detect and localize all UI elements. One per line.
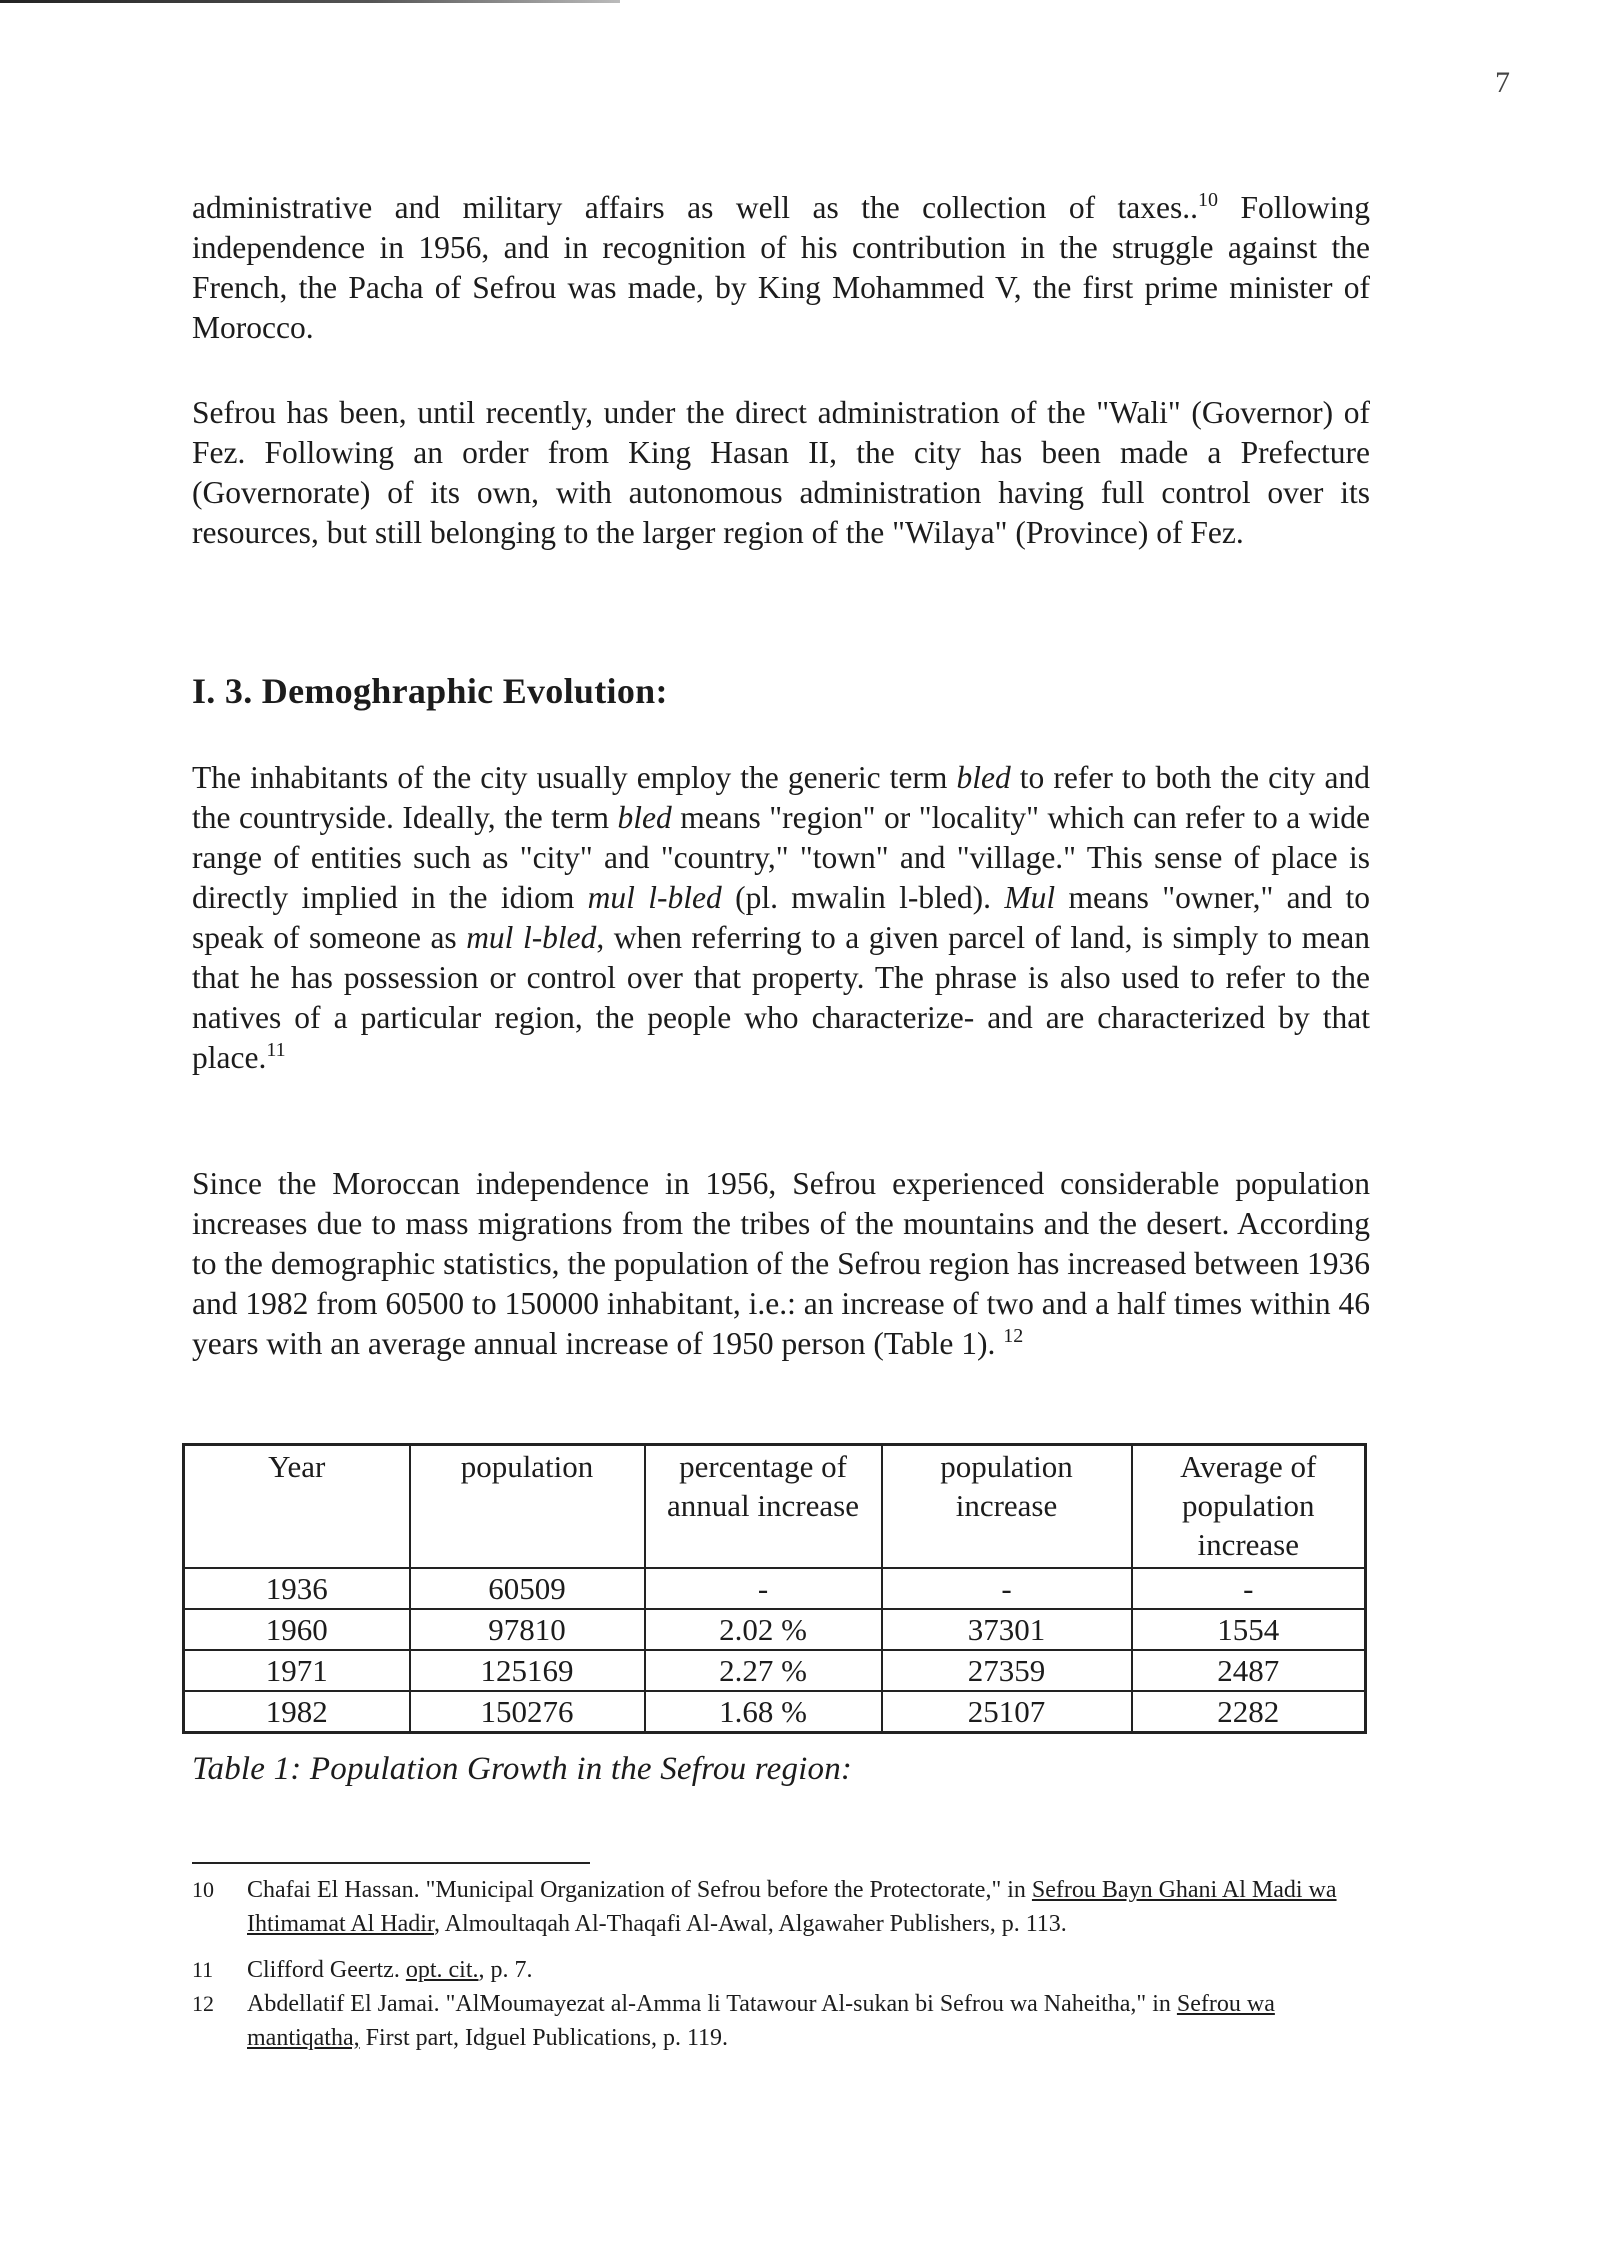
table-caption: Table 1: Population Growth in the Sefrou region: <box>192 1751 853 1787</box>
paragraph-administration <box>192 188 1370 348</box>
footnote-citation: Abdellatif El Jamai. "AlMoumayezat al-Amma li Tatawour Al-sukan bi Sefrou wa Naheitha," in <box>247 1991 1177 2017</box>
footnote-source-title: opt. cit. <box>405 1957 479 1983</box>
paragraph-text: administrative and military affairs as well as the collection of taxes.. <box>192 190 1198 225</box>
footnote-publisher: , Almoultaqah Al-Thaqafi Al-Awal, Algawaher Publishers, p. 113. <box>434 1911 1067 1937</box>
cell-average-increase: 2487 <box>1132 1650 1366 1691</box>
italic-term: Mul <box>1004 880 1056 915</box>
cell-population-increase: 37301 <box>882 1609 1132 1650</box>
header-population-increase: population increase <box>882 1445 1132 1569</box>
table-row <box>184 1568 1366 1609</box>
cell-year: 1936 <box>184 1568 410 1609</box>
paragraph-text: (pl. mwalin l-bled). <box>721 880 1005 915</box>
cell-population-increase: 25107 <box>882 1691 1132 1733</box>
italic-term: bled <box>956 760 1011 795</box>
footnote-ref-11[interactable]: 11 <box>266 1039 286 1061</box>
footnote-text <box>247 1987 1372 2055</box>
section-heading: I. 3. Demoghraphic Evolution: <box>192 671 668 711</box>
table-row <box>184 1609 1366 1650</box>
page-number: 7 <box>1495 66 1510 99</box>
paragraph-text: means "region" or "locality" which can refer to a wide range of entities such as "city" and "country," "town" and "village." This sense of place is directly implied in the idiom <box>192 800 1370 915</box>
cell-average-increase: 2282 <box>1132 1691 1366 1733</box>
table-header-row <box>184 1445 1366 1569</box>
footnote-source-title: Sefrou wa mantiqatha, <box>247 1991 1275 2051</box>
cell-population: 97810 <box>410 1609 645 1650</box>
cell-annual-increase: - <box>645 1568 882 1609</box>
cell-annual-increase: 1.68 % <box>645 1691 882 1733</box>
footnote-ref-12[interactable]: 12 <box>1003 1325 1024 1347</box>
paragraph-bled <box>192 758 1370 1078</box>
footnote-citation: Clifford Geertz. <box>247 1957 406 1983</box>
footnote-citation: Chafai El Hassan. "Municipal Organization of Sefrou before the Protectorate," in <box>247 1877 1032 1903</box>
footnote-text <box>247 1953 1372 1987</box>
cell-annual-increase: 2.27 % <box>645 1650 882 1691</box>
table-row <box>184 1650 1366 1691</box>
footnote-divider <box>192 1862 590 1864</box>
cell-population: 60509 <box>410 1568 645 1609</box>
cell-year: 1960 <box>184 1609 410 1650</box>
italic-term: bled <box>617 800 672 835</box>
paragraph-population <box>192 1164 1370 1364</box>
paragraph-text: to refer to both the city and the countryside. Ideally, the term <box>192 760 1370 835</box>
paragraph-text: means "owner," and to speak of someone as <box>192 880 1370 955</box>
header-year: Year <box>184 1445 410 1569</box>
footnote-number: 12 <box>192 1991 214 2016</box>
cell-average-increase: 1554 <box>1132 1609 1366 1650</box>
population-table <box>182 1443 1367 1734</box>
paragraph-text: , when referring to a given parcel of land, is simply to mean that he has possession or control over that property. The phrase is also used to refer to the natives of a particular region, the people who characterize- and are characterized by that place. <box>192 920 1370 1075</box>
table-row <box>184 1691 1366 1733</box>
cell-population-increase: 27359 <box>882 1650 1132 1691</box>
cell-year: 1971 <box>184 1650 410 1691</box>
footnote-12 <box>192 1987 1372 2055</box>
italic-term: mul l-bled <box>466 920 597 955</box>
footnote-number: 10 <box>192 1877 214 1902</box>
scan-edge-artifact <box>0 0 620 3</box>
cell-average-increase: - <box>1132 1568 1366 1609</box>
footnote-ref-10[interactable]: 10 <box>1198 189 1218 211</box>
header-annual-increase: percentage of annual increase <box>645 1445 882 1569</box>
footnote-publisher: First part, Idguel Publications, p. 119. <box>359 2025 729 2051</box>
paragraph-text: The inhabitants of the city usually employ the generic term <box>192 760 957 795</box>
italic-term: mul l-bled <box>587 880 722 915</box>
cell-population: 125169 <box>410 1650 645 1691</box>
cell-year: 1982 <box>184 1691 410 1733</box>
cell-population: 150276 <box>410 1691 645 1733</box>
footnote-number: 11 <box>192 1957 214 1982</box>
paragraph-text: Since the Moroccan independence in 1956, Sefrou experienced considerable population increases due to mass migrations from the tribes of the mountains and the desert. According to the demographic statistics, the population of the Sefrou region has increased between 1936 and 1982 from 60500 to 150000 inhabitant, i.e.: an increase of two and a half times within 46 years with an average annual increase of 1950 person (Table 1). <box>192 1166 1370 1361</box>
cell-population-increase: - <box>882 1568 1132 1609</box>
paragraph-text: Following independence in 1956, and in recognition of his contribution in the struggle against the French, the Pacha of Sefrou was made, by King Mohammed V, the first prime minister of Morocco. <box>192 190 1370 345</box>
footnote-source-title: Sefrou Bayn Ghani Al Madi wa Ihtimamat Al Hadir <box>247 1877 1337 1937</box>
footnote-publisher: , p. 7. <box>478 1957 533 1983</box>
cell-annual-increase: 2.02 % <box>645 1609 882 1650</box>
footnote-10 <box>192 1873 1372 1941</box>
header-average-increase: Average of population increase <box>1132 1445 1366 1569</box>
footnote-text <box>247 1873 1372 1941</box>
footnote-11 <box>192 1953 1372 1987</box>
header-population: population <box>410 1445 645 1569</box>
paragraph-prefecture: Sefrou has been, until recently, under the direct administration of the "Wali" (Governor) of Fez. Following an order from King Hasan II, the city has been made a Prefecture (Governorate) of its own, with autonomous administration having full control over its resources, but still belonging to the larger region of the "Wilaya" (Province) of Fez. <box>192 395 1370 550</box>
